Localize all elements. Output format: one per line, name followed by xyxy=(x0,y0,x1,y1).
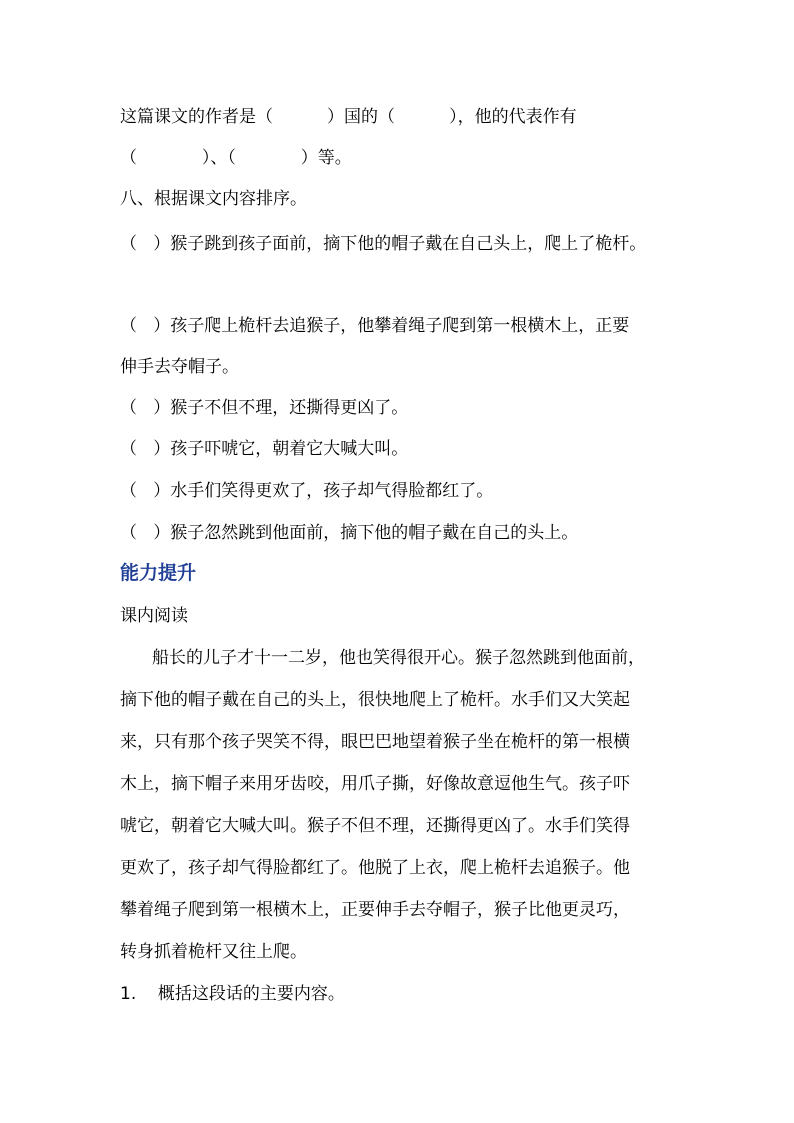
passage-line-6: 更欢了，孩子却气得脸都红了。他脱了上衣，爬上桅杆去追猴子。他 xyxy=(120,858,630,878)
passage-line-4: 木上，摘下帽子来用牙齿咬，用爪子撕，好像故意逗他生气。孩子吓 xyxy=(120,774,630,794)
sequence-item-5: （ ）水手们笑得更欢了，孩子却气得脸都红了。 xyxy=(120,481,494,501)
passage-line-7: 攀着绳子爬到第一根横木上，正要伸手去夺帽子，猴子比他更灵巧， xyxy=(120,900,630,920)
question-1: 1. 概括这段话的主要内容。 xyxy=(120,984,345,1004)
author-question-line2: （ ）、（ ）等。 xyxy=(120,148,352,168)
author-question-line1: 这篇课文的作者是（ ）国的（ ），他的代表作有 xyxy=(120,107,577,127)
reading-subheading: 课内阅读 xyxy=(120,606,188,626)
passage-line-3: 来，只有那个孩子哭笑不得，眼巴巴地望着猴子坐在桅杆的第一根横 xyxy=(120,732,630,752)
sequence-item-1: （ ）猴子跳到孩子面前，摘下他的帽子戴在自己头上，爬上了桅杆。 xyxy=(120,234,647,254)
sequence-item-3: （ ）猴子不但不理，还撕得更凶了。 xyxy=(120,398,409,418)
ability-heading: 能力提升 xyxy=(120,562,197,584)
sequence-item-2: （ ）孩子爬上桅杆去追猴子，他攀着绳子爬到第一根横木上，正要 xyxy=(120,316,630,336)
section-8-title: 八、根据课文内容排序。 xyxy=(120,189,307,209)
sequence-item-2-continued: 伸手去夺帽子。 xyxy=(120,357,239,377)
passage-line-8: 转身抓着桅杆又往上爬。 xyxy=(120,942,307,962)
sequence-item-4: （ ）孩子吓唬它，朝着它大喊大叫。 xyxy=(120,439,409,459)
passage-line-5: 唬它，朝着它大喊大叫。猴子不但不理，还撕得更凶了。水手们笑得 xyxy=(120,816,630,836)
sequence-item-6: （ ）猴子忽然跳到他面前，摘下他的帽子戴在自己的头上。 xyxy=(120,523,579,543)
passage-line-1: 船长的儿子才十一二岁，他也笑得很开心。猴子忽然跳到他面前， xyxy=(152,648,645,668)
passage-line-2: 摘下他的帽子戴在自己的头上，很快地爬上了桅杆。水手们又大笑起 xyxy=(120,690,630,710)
